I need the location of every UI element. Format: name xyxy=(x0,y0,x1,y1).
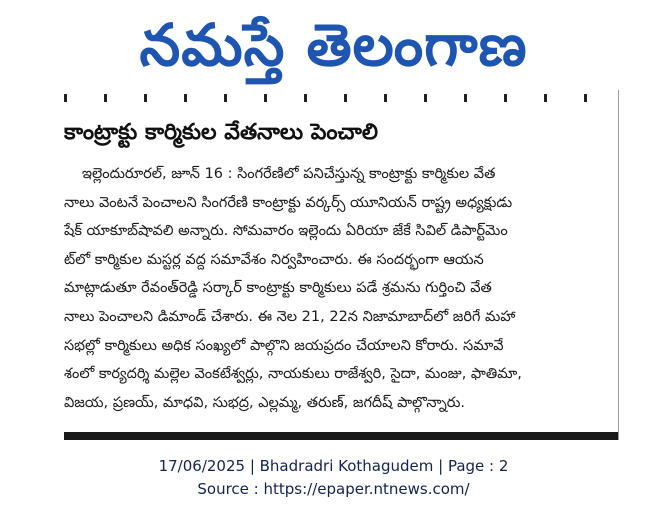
next-article-banner xyxy=(64,432,619,440)
article-line: నాలు వెంటనే పెంచాలని సింగరేణి కాంట్రాక్టు వర్కర్స్‌ యూనియన్‌ రాష్ట్ర అధ్యక్షుడు xyxy=(64,194,513,211)
article-line: ఇల్లెందురూరల్‌, జూన్‌ 16 : సింగరేణిలో పనిచేస్తున్న కాంట్రాక్టు కార్మికుల వేత xyxy=(82,166,496,182)
article-line: శంలో కార్యదర్శి మల్లెల వెంకటేశ్వర్లు, నాయకులు రాజేశ్వరి, సైదా, మంజు, ఫాతిమా, xyxy=(64,366,522,383)
edition-info: 17/06/2025 | Bhadradri Kothagudem | Page : 2 xyxy=(158,457,509,475)
article-headline: కాంట్రాక్టు కార్మికుల వేతనాలు పెంచాలి xyxy=(64,120,378,145)
clipping-cut-edge xyxy=(64,94,604,102)
article-line: సభల్లో కార్మికులు అధిక సంఖ్యలో పాల్గొని జయప్రదం చేయాలని కోరారు. సమావే xyxy=(64,337,504,354)
article-line: ట్‌లో కార్మికుల మస్టర్ల వద్ద సమావేశం నిర్వహించారు. ఈ సందర్భంగా ఆయన xyxy=(64,251,484,268)
article-body xyxy=(64,160,609,417)
news-clipping xyxy=(54,90,619,440)
source-link[interactable]: Source : https://epaper.ntnews.com/ xyxy=(197,480,470,498)
article-line: నాలు పెంచాలని డిమాండ్‌ చేశారు. ఈ నెల 21, 22న నిజామాబాద్‌లో జరిగే మహా xyxy=(64,308,516,325)
newspaper-masthead: నమస్తే తెలంగాణ xyxy=(139,11,528,79)
article-line: షేక్‌ యాకూబ్‌షావలి అన్నారు. సోమవారం ఇల్లెందు ఏరియా జేకే సివిల్‌ డిపార్ట్‌మెం xyxy=(64,223,508,240)
clipping-caption xyxy=(0,455,667,501)
article-line: విజయ, ప్రణయ్‌, మాధవి, సుభద్ర, ఎల్లమ్మ, తరుణ్‌, జగదీష్‌ పాల్గొన్నారు. xyxy=(64,394,465,411)
article-line: మాట్లాడుతూ రేవంత్‌రెడ్డి సర్కార్‌ కాంట్రాక్టు కార్మికులు పడే శ్రమను గుర్తించి వేత xyxy=(64,280,492,297)
